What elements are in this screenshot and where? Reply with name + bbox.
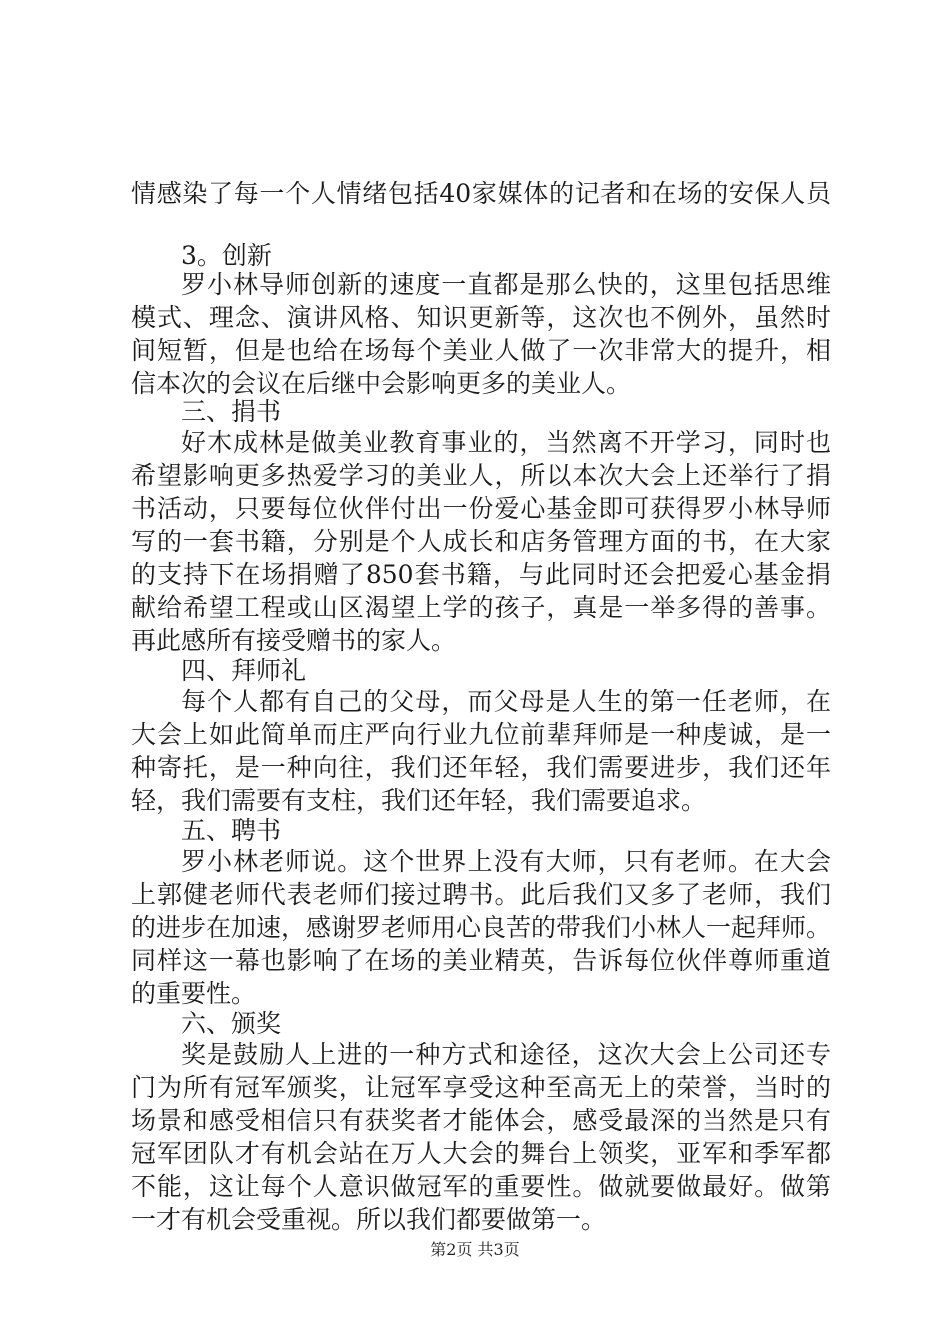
- text-line: 罗小林老师说。这个世界上没有大师，只有老师。在大会: [181, 847, 831, 876]
- text-line: 上郭健老师代表老师们接过聘书。此后我们又多了老师，我们: [131, 880, 831, 909]
- section-heading: 五、聘书: [181, 816, 282, 845]
- text-line: 不能，这让每个人意识做冠军的重要性。做就要做最好。做第: [131, 1172, 831, 1201]
- text-line: 的进步在加速，感谢罗老师用心良苦的带我们小林人一起拜师。: [131, 913, 831, 942]
- text-line: 同样这一幕也影响了在场的美业精英，告诉每位伙伴尊师重道: [131, 946, 831, 975]
- text-line: 模式、理念、演讲风格、知识更新等，这次也不例外，虽然时: [131, 303, 831, 332]
- section-heading: 四、拜师礼: [181, 656, 307, 685]
- text-line: 间短暂，但是也给在场每个美业人做了一次非常大的提升，相: [131, 336, 831, 365]
- text-line: 罗小林导师创新的速度一直都是那么快的，这里包括思维: [181, 270, 831, 299]
- text-line: 门为所有冠军颁奖，让冠军享受这种至高无上的荣誉，当时的: [131, 1073, 831, 1102]
- text-line: 的支持下在场捐赠了850套书籍，与此同时还会把爱心基金捐: [131, 560, 831, 589]
- page-footer: 第2页 共3页: [430, 1240, 520, 1259]
- text-line: 冠军团队才有机会站在万人大会的舞台上领奖，亚军和季军都: [131, 1139, 831, 1168]
- text-line: 场景和感受相信只有获奖者才能体会，感受最深的当然是只有: [131, 1106, 831, 1135]
- text-line: 一才有机会受重视。所以我们都要做第一。: [131, 1205, 607, 1234]
- text-line: 书活动，只要每位伙伴付出一份爱心基金即可获得罗小林导师: [131, 494, 831, 523]
- text-line: 大会上如此简单而庄严向行业九位前辈拜师是一种虔诚，是一: [131, 720, 831, 749]
- text-line: 再此感所有接受赠书的家人。: [131, 626, 457, 655]
- document-page: [131, 0, 831, 1344]
- text-line: 种寄托，是一种向往，我们还年轻，我们需要进步，我们还年: [131, 753, 831, 782]
- text-line: 的重要性。: [131, 979, 257, 1008]
- text-line: 奖是鼓励人上进的一种方式和途径，这次大会上公司还专: [181, 1040, 831, 1069]
- section-heading: 六、颁奖: [181, 1009, 282, 1038]
- text-line: 献给希望工程或山区渴望上学的孩子，真是一举多得的善事。: [131, 593, 831, 622]
- section-heading: 3。创新: [181, 241, 272, 270]
- text-line: 写的一套书籍，分别是个人成长和店务管理方面的书，在大家: [131, 527, 831, 556]
- text-line: 每个人都有自己的父母，而父母是人生的第一任老师，在: [181, 687, 831, 716]
- section-heading: 三、捐书: [181, 397, 282, 426]
- text-line: 好木成林是做美业教育事业的，当然离不开学习，同时也: [181, 428, 831, 457]
- text-line: 希望影响更多热爱学习的美业人，所以本次大会上还举行了捐: [131, 461, 831, 490]
- text-line: 轻，我们需要有支柱，我们还年轻，我们需要追求。: [131, 786, 707, 815]
- text-line: 情感染了每一个人情绪包括40家媒体的记者和在场的安保人员: [131, 179, 831, 208]
- text-line: 信本次的会议在后继中会影响更多的美业人。: [131, 369, 632, 398]
